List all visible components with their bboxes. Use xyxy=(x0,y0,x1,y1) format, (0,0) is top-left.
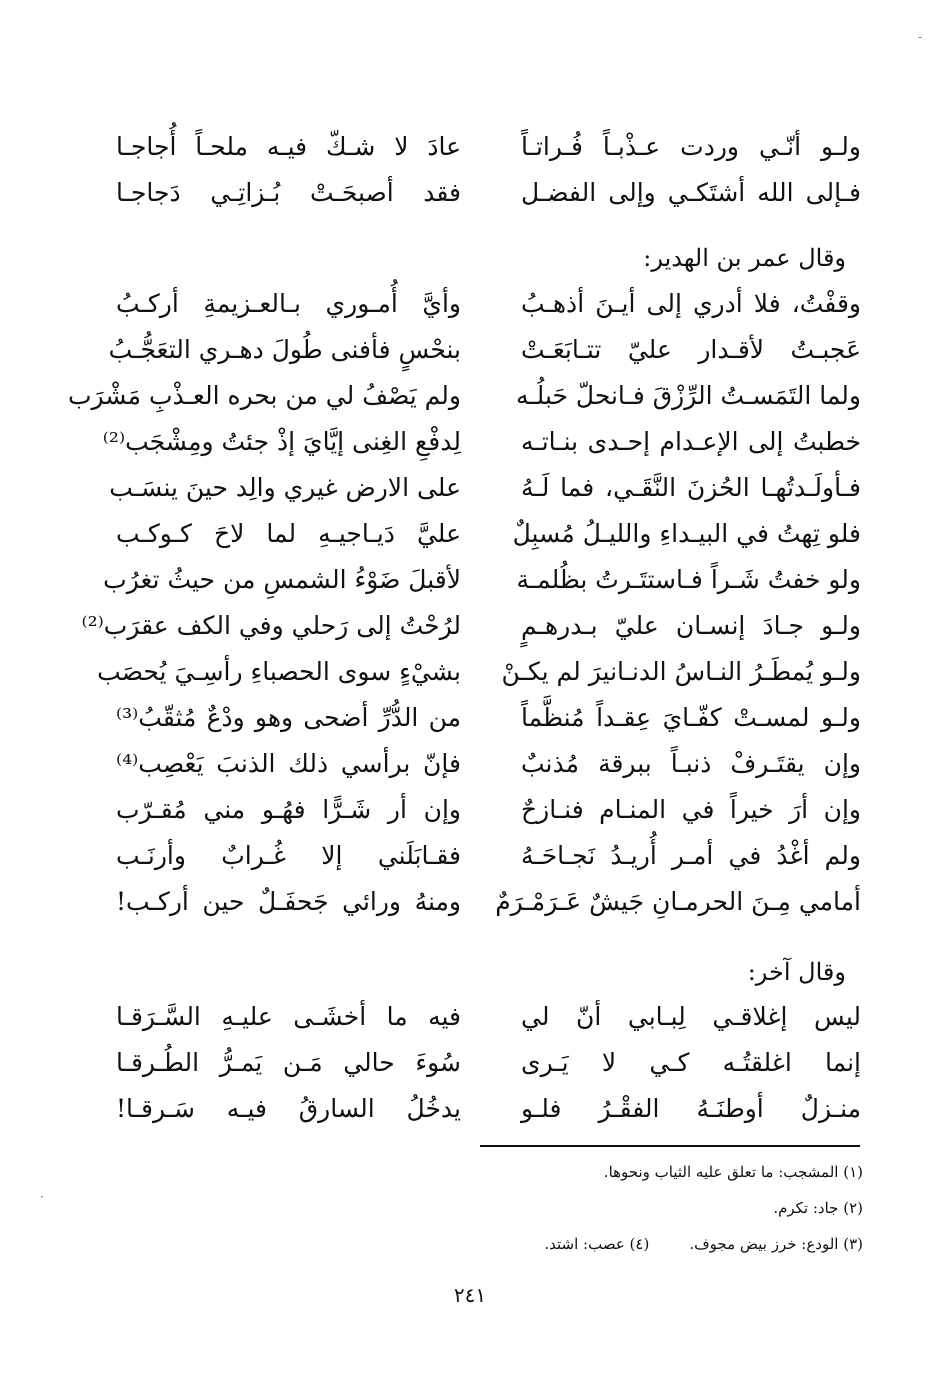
verse-line xyxy=(101,559,861,601)
first-hemistich: فـأولَـدتُهـا الحُزنَ النَّقَـي، فما لَـهُ xyxy=(521,473,861,502)
verse-line xyxy=(81,605,861,647)
first-hemistich: ليس إغلاقـي لِبـابي أنّ لي xyxy=(521,1002,861,1031)
poem-section-3 xyxy=(101,996,861,1132)
second-hemistich: لِدفْعِ الغِنى إيَّايَ إذْ جئتُ ومِشْجَب⁽²⁾ xyxy=(102,427,461,456)
second-hemistich: لرُحْتُ إلى رَحلي وفي الكف عقرَب⁽²⁾ xyxy=(81,611,461,640)
verse-line xyxy=(101,467,861,509)
second-hemistich: فقـابَلَني إلا غُـرابٌ وأرنَـب xyxy=(116,841,461,870)
second-hemistich: عادَ لا شـكّ فيـه ملحـاً أُجاجـا xyxy=(116,132,461,161)
second-hemistich: على الارض غيري والِد حينَ ينسَـب xyxy=(109,473,461,502)
verse-line xyxy=(101,283,861,325)
first-hemistich: ولما التَمَسـتُ الرِّزْقَ فـانحلّ حَبلُـه xyxy=(515,381,861,410)
verse-line xyxy=(101,697,861,739)
verse-line xyxy=(101,1088,861,1130)
verse-line xyxy=(101,789,861,831)
verse-line xyxy=(101,835,861,877)
footnote-divider xyxy=(480,1145,860,1147)
first-hemistich: ولم أغْدُ في أمـر أُريـدُ نَجـاحَـهُ xyxy=(521,841,861,870)
first-hemistich: ولـو لمسـتْ كفّـايَ عِقـداً مُنظَّماً xyxy=(521,703,861,732)
first-hemistich: عَجبـتُ لأقـدار عليّ تتـابَعَـتْ xyxy=(521,335,861,364)
second-hemistich: بنحْسٍ فأفنى طُولَ دهـري التعَجُّـبُ xyxy=(108,335,461,364)
second-hemistich: ومنهُ ورائي جَحفَـلٌ حين أركـب! xyxy=(116,887,461,916)
verse-line xyxy=(101,513,861,555)
verse-line xyxy=(101,881,861,923)
second-hemistich: وإن أر شَـرًّا فهُـو مني مُقـرّب xyxy=(116,795,461,824)
second-hemistich: فإنّ برأسي ذلك الذنبَ يَعْصِب⁽⁴⁾ xyxy=(116,749,461,778)
first-hemistich: وإن يقتَـرفْ ذنبـاً ببرقة مُذنبٌ xyxy=(521,749,861,778)
second-hemistich: عليَّ دَيـاجيـهِ لما لاحَ كـوكـب xyxy=(116,519,461,548)
verse-line xyxy=(101,329,861,371)
poem-intro: وقال آخر: xyxy=(747,958,846,986)
verse-line xyxy=(101,996,861,1038)
footnote-entry: (٣) الودع: خرز بيض مجوف. xyxy=(689,1235,863,1253)
first-hemistich: ولـو أنّـي وردت عـذْبـاً فُـراتـاً xyxy=(521,132,861,161)
first-hemistich: أمامي مِـنَ الحرمـانِ جَيشٌ عَـرَمْـرَمٌ xyxy=(495,887,861,916)
second-hemistich: لأقبلَ ضَوْءُ الشمسِ من حيثُ تغرُب xyxy=(103,565,461,594)
poem-section-1 xyxy=(101,126,861,210)
second-hemistich: فقد أصبحَـتْ بُـزاتِـي دَجاجـا xyxy=(116,178,461,207)
first-hemistich: فلو تِهتُ في البيـداءِ والليـلُ مُسبِلٌ xyxy=(512,519,861,548)
poem-intro: وقال عمر بن الهدير: xyxy=(643,244,846,272)
second-hemistich: سُوءَ حالي مَـن يَمـرُّ الطُـرقـا xyxy=(116,1048,461,1077)
second-hemistich: يدخُلُ السارقُ فيـه سَـرقـا! xyxy=(116,1094,461,1123)
second-hemistich: فيه ما أخشَـى عليـهِ السَّـرَقـا xyxy=(116,1002,461,1031)
poem-section-2 xyxy=(67,283,861,943)
verse-line xyxy=(101,1042,861,1084)
verse-line xyxy=(101,421,861,463)
verse-line xyxy=(67,375,861,417)
first-hemistich: وقفْتُ، فلا أدري إلى أيـنَ أذهـبُ xyxy=(521,289,861,318)
first-hemistich: ولـو يُمطَـرُ النـاسُ الدنـانيرَ لم يكـنْ xyxy=(501,657,861,686)
first-hemistich: منـزلٌ أوطنَـهُ الفقْـرُ فلـو xyxy=(521,1094,861,1123)
scan-speck: · xyxy=(40,1190,44,1204)
second-hemistich: بشيْءٍ سوى الحصباءِ رأسِـيَ يُحصَب xyxy=(97,657,461,686)
footnote: (١) المشجب: ما تعلق عليه الثياب ونحوها. xyxy=(603,1163,863,1181)
footnote: (٢) جاد: تكرم. xyxy=(773,1199,863,1217)
first-hemistich: إنما اغلقتُـه كـي لا يَـرى xyxy=(521,1048,861,1077)
second-hemistich: ولم يَصْفُ لي من بحره العـذْبِ مَشْرَب xyxy=(67,381,461,410)
first-hemistich: خطبتُ إلى الإعـدام إحـدى بنـاتـه xyxy=(521,427,861,456)
footnote xyxy=(544,1232,863,1256)
page-number: ٢٤١ xyxy=(453,1283,487,1307)
first-hemistich: ولو خفتُ شَـراً فـاستتَـرتُ بظُلمـة xyxy=(516,565,861,594)
footnote-entry: (٤) عصب: اشتد. xyxy=(544,1235,650,1253)
first-hemistich: فـإلى الله أشتَكـي وإلى الفضـل xyxy=(521,178,861,207)
verse-line xyxy=(97,651,861,693)
scan-speck: - xyxy=(918,30,923,44)
first-hemistich: وإن أرَ خيراً في المنـام فنـازحٌ xyxy=(521,795,861,824)
verse-line xyxy=(101,172,861,214)
second-hemistich: وأيَّ أُمـوري بـالعـزيمةِ أركـبُ xyxy=(116,289,461,318)
verse-line xyxy=(101,126,861,168)
first-hemistich: ولـو جـادَ إنسـان عليّ بـدرهـمٍ xyxy=(521,611,861,640)
verse-line xyxy=(101,743,861,785)
second-hemistich: من الدُّرِّ أضحى وهو ودْعٌ مُثقّبُ⁽³⁾ xyxy=(116,703,461,732)
